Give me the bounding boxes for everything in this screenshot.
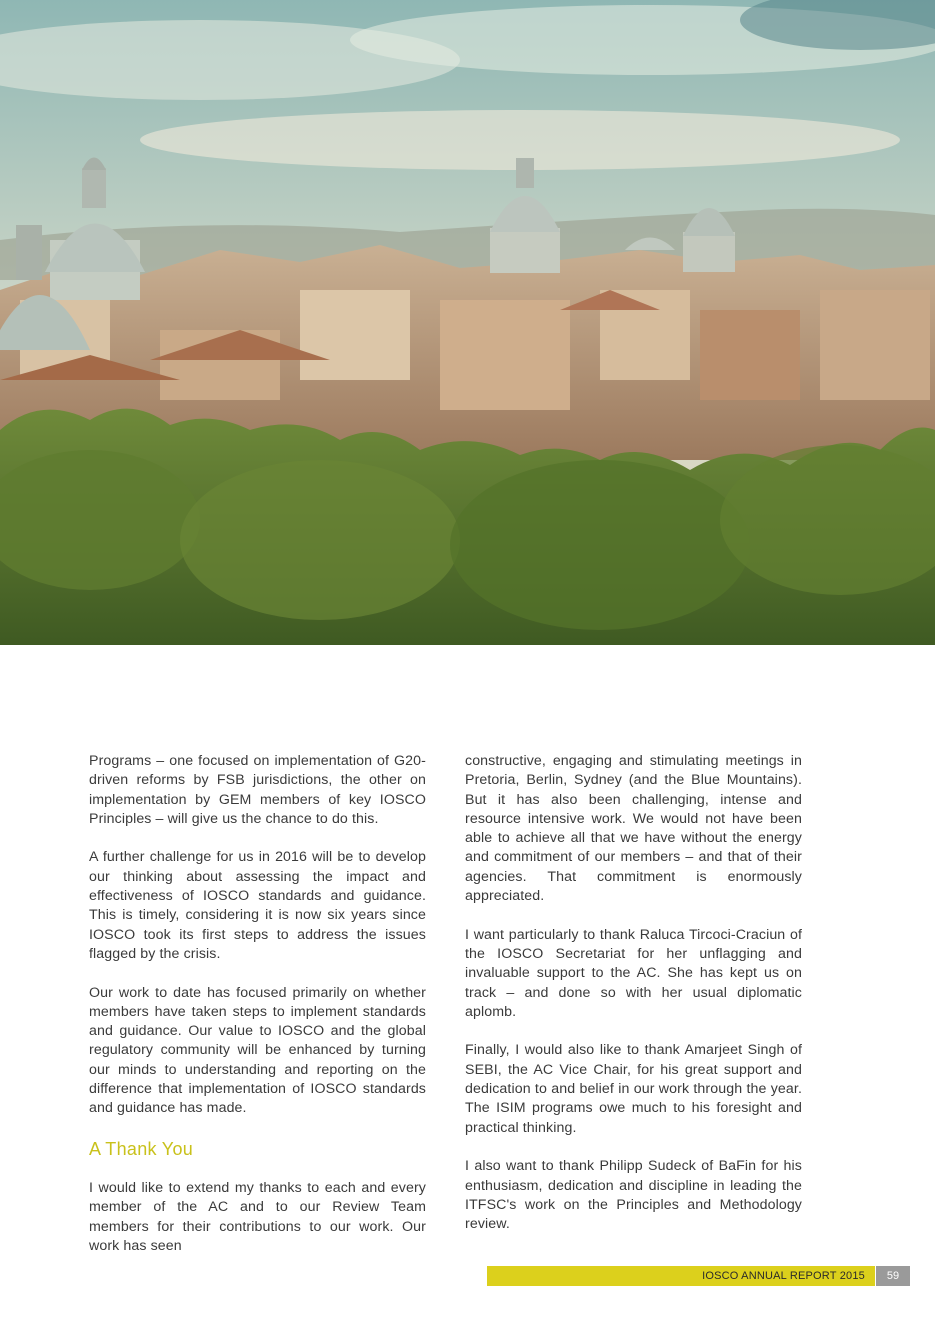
left-paragraph-3: Our work to date has focused primarily on whether members have taken steps to implement standards and guidance. Our value to IOSCO and the global regulatory community will be enhanced by turning our minds to understanding and reporting on the difference that implementation of IOSCO standards and guidance has made. <box>89 984 426 1117</box>
hero-photo <box>0 0 935 645</box>
right-paragraph-4: I also want to thank Philipp Sudeck of BaFin for his enthusiasm, dedication and discipline in leading the ITFSC's work on the Principles and Methodology review. <box>465 1158 802 1233</box>
right-text-column <box>465 752 802 1254</box>
footer-report-title: IOSCO ANNUAL REPORT 2015 <box>702 1270 865 1282</box>
right-paragraph-2: I want particularly to thank Raluca Tircoci-Craciun of the IOSCO Secretariat for her unflagging and invaluable support to the AC. She has kept us on track – and done so with her usual diplomatic aplomb. <box>465 926 802 1020</box>
page-number: 59 <box>876 1266 910 1286</box>
footer-bar <box>487 1266 875 1286</box>
city-skyline-illustration <box>0 0 935 645</box>
left-paragraph-4: I would like to extend my thanks to each and every member of the AC and to our Review Team members for their contributions to our work. Our work has seen <box>89 1179 426 1254</box>
left-paragraph-2: A further challenge for us in 2016 will be to develop our thinking about assessing the impact and effectiveness of IOSCO standards and guidance. This is timely, considering it is now six years since IOSCO took its first steps to address the issues flagged by the crisis. <box>89 849 426 962</box>
section-heading-thank-you: A Thank You <box>89 1138 194 1159</box>
left-paragraph-1: Programs – one focused on implementation of G20-driven reforms by FSB jurisdictions, the other on implementation by GEM members of key IOSCO Principles – will give us the chance to do this. <box>89 753 426 827</box>
right-paragraph-1: constructive, engaging and stimulating meetings in Pretoria, Berlin, Sydney (and the Blue Mountains). But it has also been challenging, intense and resource intensive work. We would not have been able to achieve all that we have without the energy and commitment of our members – and that of their agencies. That commitment is enormously appreciated. <box>465 753 802 905</box>
left-text-column <box>89 752 426 1275</box>
right-paragraph-3: Finally, I would also like to thank Amarjeet Singh of SEBI, the AC Vice Chair, for his great support and dedication to and belief in our work through the year. The ISIM programs owe much to his foresight and practical thinking. <box>465 1042 802 1136</box>
